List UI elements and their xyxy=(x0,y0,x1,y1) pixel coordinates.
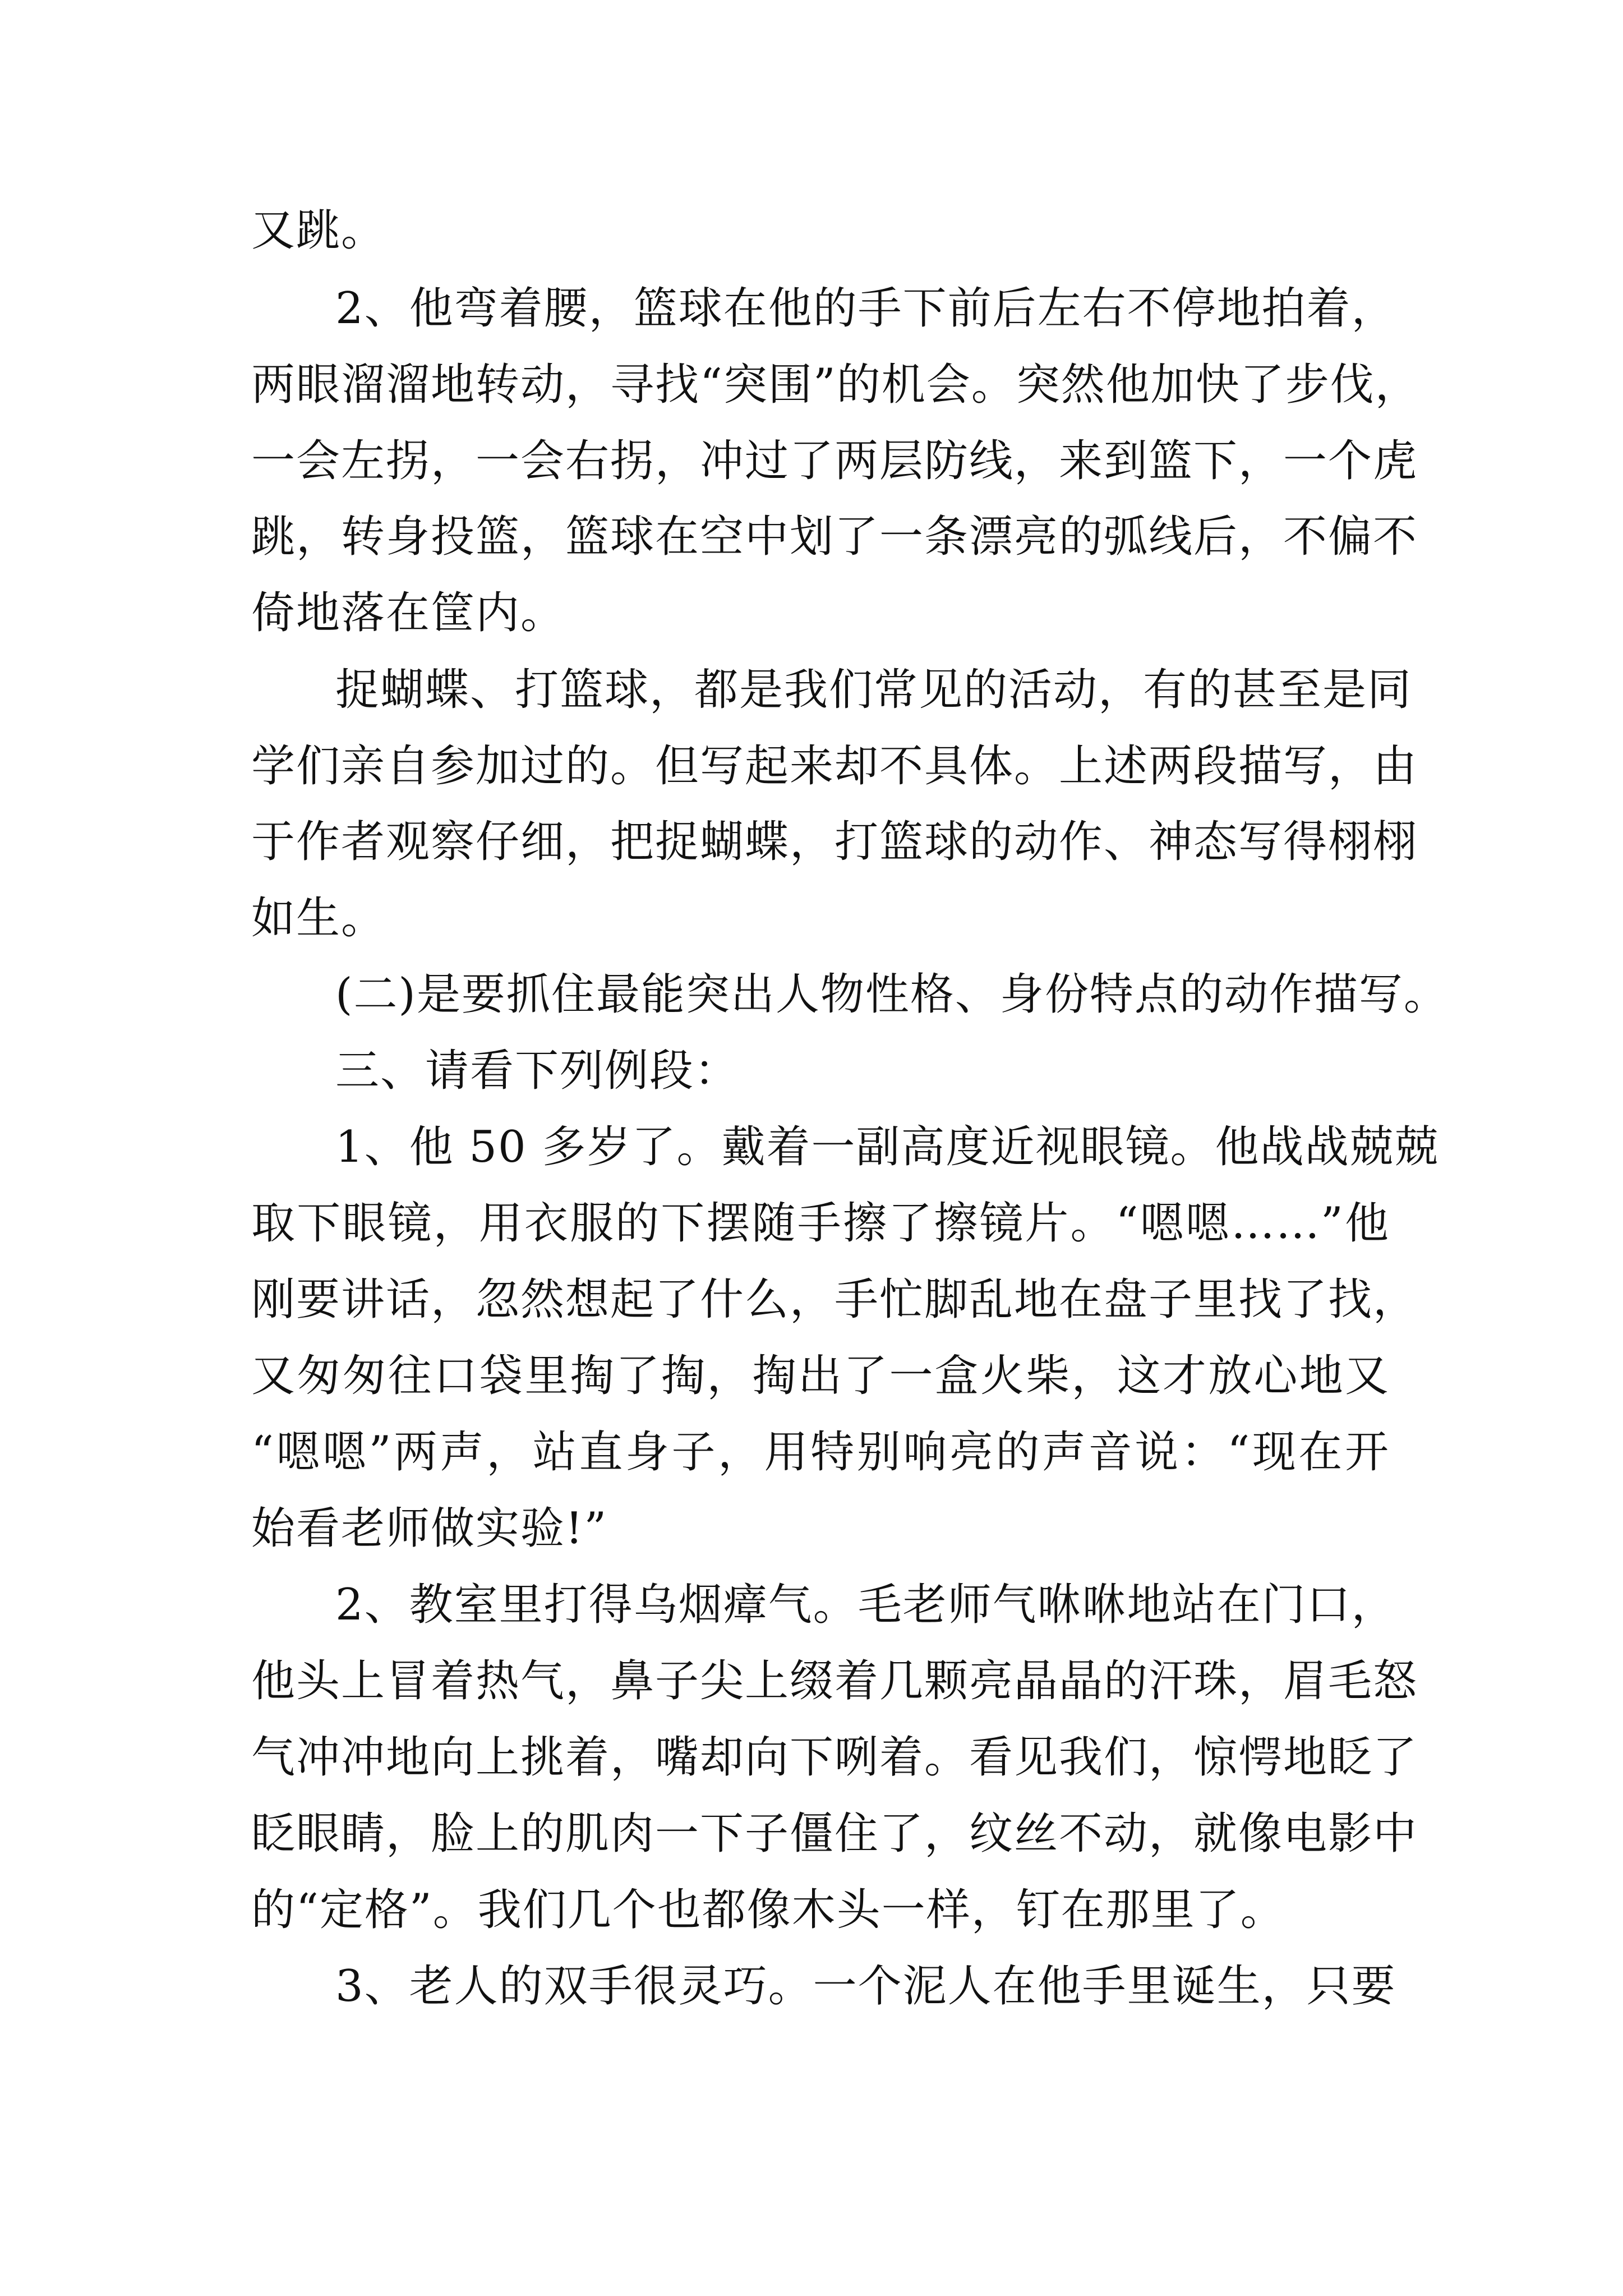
text-line: 跳，转身投篮，篮球在空中划了一条漂亮的弧线后，不偏不 xyxy=(251,512,1418,562)
text-line: 如生。 xyxy=(251,893,386,944)
text-line: 取下眼镜，用衣服的下摆随手擦了擦镜片。“嗯嗯……”他 xyxy=(251,1198,1390,1249)
text-line: 的“定格”。我们几个也都像木头一样，钉在那里了。 xyxy=(251,1885,1285,1935)
text-line: 2、教室里打得乌烟瘴气。毛老师气咻咻地站在门口， xyxy=(335,1580,1396,1630)
text-line: 始看老师做实验!” xyxy=(251,1503,608,1554)
text-line: 学们亲自参加过的。但写起来却不具体。上述两段描写，由 xyxy=(251,741,1418,792)
text-line: 刚要讲话，忽然想起了什么，手忙脚乱地在盘子里找了找， xyxy=(251,1274,1418,1325)
text-line: 三、请看下列例段： xyxy=(335,1046,740,1096)
text-line: 他头上冒着热气，鼻子尖上缀着几颗亮晶晶的汗珠，眉毛怒 xyxy=(251,1656,1418,1706)
text-line: 两眼溜溜地转动，寻找“突围”的机会。突然他加快了步伐， xyxy=(251,360,1420,410)
text-line: 1、他 50 多岁了。戴着一副高度近视眼镜。他战战兢兢 xyxy=(335,1122,1440,1172)
text-line: 气冲冲地向上挑着，嘴却向下咧着。看见我们，惊愕地眨了 xyxy=(251,1732,1418,1783)
text-line: 又跳。 xyxy=(251,205,386,256)
text-line: 2、他弯着腰，篮球在他的手下前后左右不停地拍着， xyxy=(335,283,1396,334)
text-line: “嗯嗯”两声，站直身子，用特别响亮的声音说：“现在开 xyxy=(251,1427,1390,1478)
text-line: 眨眼睛，脸上的肌肉一下子僵住了，纹丝不动，就像电影中 xyxy=(251,1809,1418,1859)
text-line: 倚地落在筐内。 xyxy=(251,588,566,638)
text-line: 又匆匆往口袋里掏了掏，掏出了一盒火柴，这才放心地又 xyxy=(251,1351,1390,1401)
text-line: (二)是要抓住最能突出人物性格、身份特点的动作描写。 xyxy=(335,969,1449,1020)
text-line: 于作者观察仔细，把捉蝴蝶，打篮球的动作、神态写得栩栩 xyxy=(251,817,1418,867)
text-line: 一会左拐，一会右拐，冲过了两层防线，来到篮下，一个虎 xyxy=(251,436,1418,486)
text-line: 3、老人的双手很灵巧。一个泥人在他手里诞生，只要 xyxy=(335,1961,1396,2012)
text-line: 捉蝴蝶、打篮球，都是我们常见的活动，有的甚至是同 xyxy=(335,665,1413,715)
